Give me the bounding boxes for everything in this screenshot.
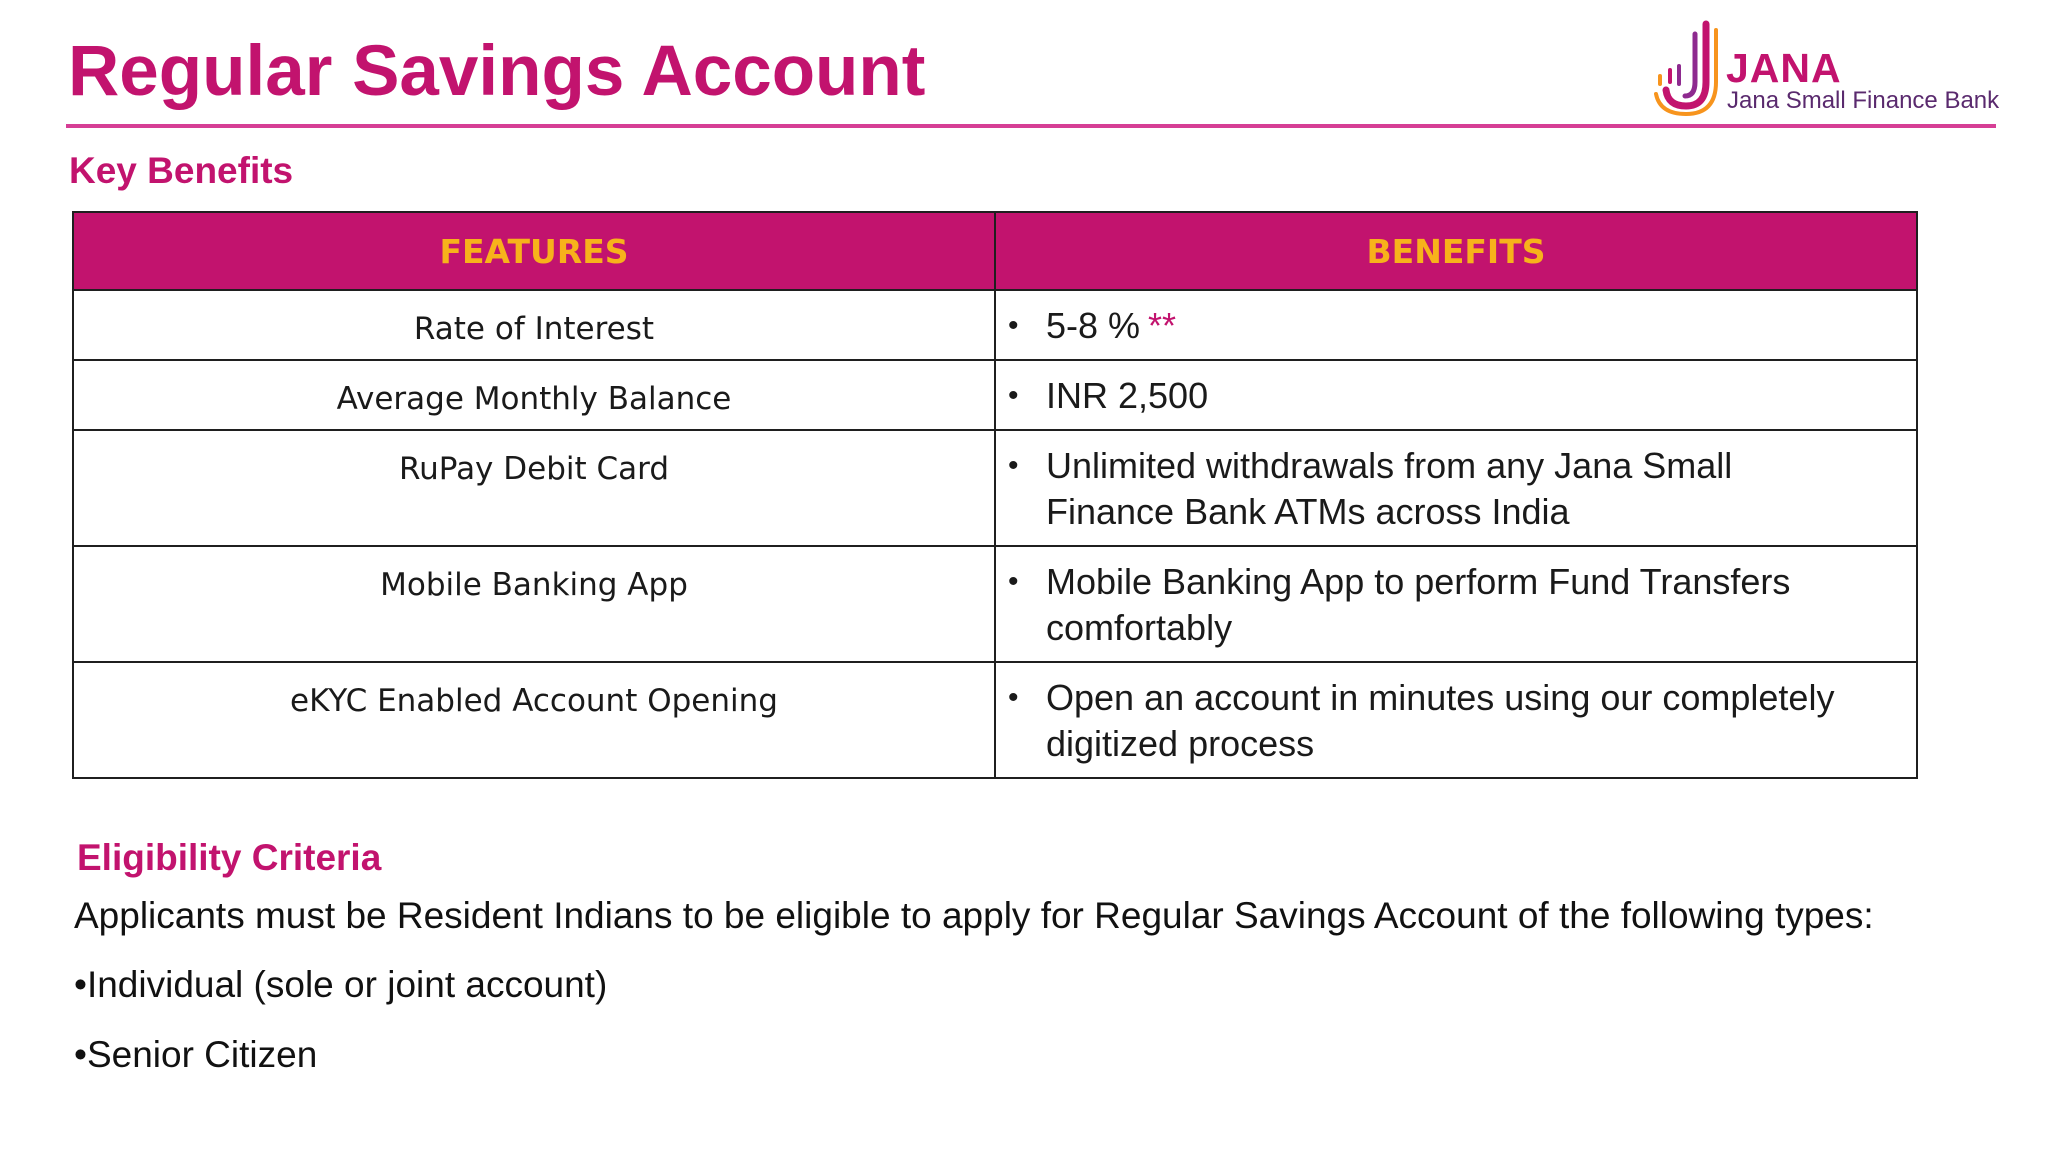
benefit-text: Mobile Banking App to perform Fund Transfers comfortably xyxy=(1046,561,1791,648)
benefit-cell xyxy=(995,546,1917,662)
benefit-cell xyxy=(995,290,1917,360)
table-row xyxy=(73,290,1917,360)
footnote-mark: ** xyxy=(1148,305,1177,346)
table-row xyxy=(73,430,1917,546)
benefits-column-header: BENEFITS xyxy=(995,212,1917,290)
key-benefits-heading: Key Benefits xyxy=(69,150,294,191)
bullet-icon: • xyxy=(1008,565,1019,598)
feature-cell: RuPay Debit Card xyxy=(73,430,995,546)
bullet-icon: • xyxy=(1008,449,1019,482)
feature-cell: Average Monthly Balance xyxy=(73,360,995,430)
benefit-cell xyxy=(995,360,1917,430)
bullet-icon: • xyxy=(1008,309,1019,342)
bullet-icon: • xyxy=(1008,379,1019,412)
benefit-text: 5-8 % xyxy=(1046,305,1141,346)
page-title: Regular Savings Account xyxy=(68,32,926,111)
table-row xyxy=(73,546,1917,662)
eligibility-item: •Senior Citizen xyxy=(74,1034,318,1075)
jana-logo-icon xyxy=(1648,20,1730,118)
feature-cell: eKYC Enabled Account Opening xyxy=(73,662,995,778)
table-row xyxy=(73,360,1917,430)
benefits-table xyxy=(72,211,1918,779)
logo-subtitle: Jana Small Finance Bank xyxy=(1727,87,2000,114)
bullet-icon: • xyxy=(1008,681,1019,714)
benefit-text: INR 2,500 xyxy=(1046,375,1209,416)
benefit-text: Unlimited withdrawals from any Jana Small Finance Bank ATMs across India xyxy=(1046,445,1733,532)
features-column-header: FEATURES xyxy=(73,212,995,290)
benefit-cell xyxy=(995,430,1917,546)
benefit-text: Open an account in minutes using our completely digitized process xyxy=(1046,677,1835,764)
bank-logo xyxy=(1648,20,2000,120)
feature-cell: Rate of Interest xyxy=(73,290,995,360)
benefit-cell xyxy=(995,662,1917,778)
eligibility-item: •Individual (sole or joint account) xyxy=(74,964,608,1005)
logo-wordmark: JANA xyxy=(1726,45,1842,91)
table-header-row xyxy=(73,212,1917,290)
feature-cell: Mobile Banking App xyxy=(73,546,995,662)
eligibility-intro: Applicants must be Resident Indians to be eligible to apply for Regular Savings Account of the following types: xyxy=(74,895,1874,936)
eligibility-heading: Eligibility Criteria xyxy=(77,837,382,878)
table-row xyxy=(73,662,1917,778)
title-divider xyxy=(66,124,1996,128)
